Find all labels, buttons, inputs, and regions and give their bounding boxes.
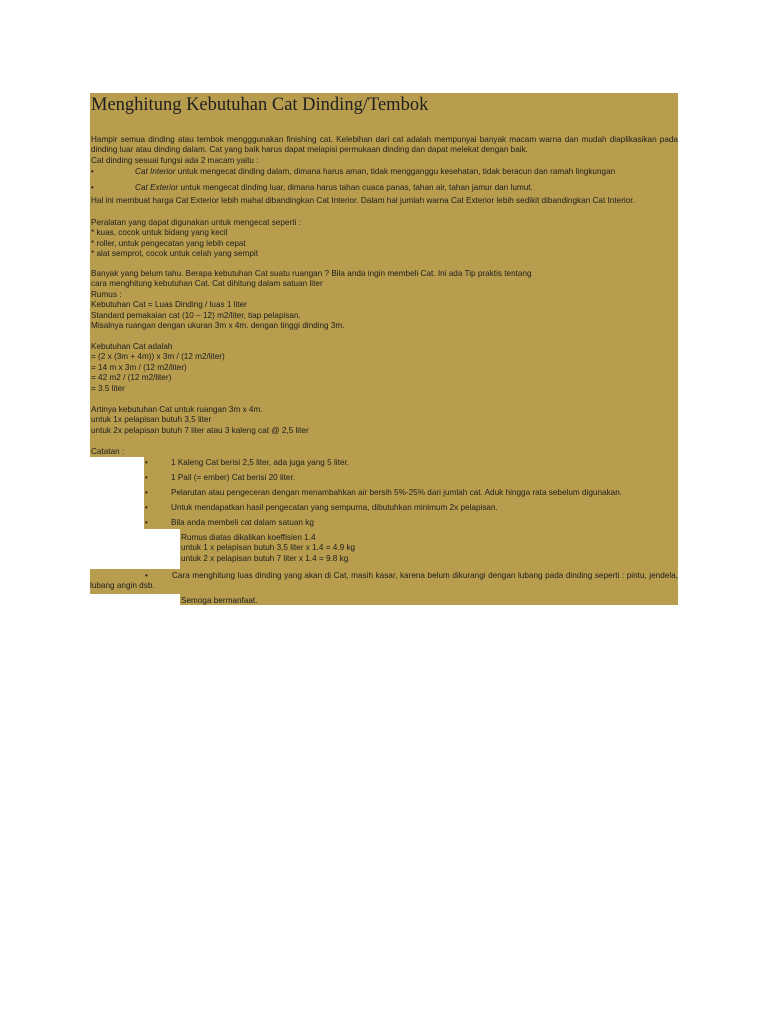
text-line: Kebutuhan Cat adalah (91, 342, 173, 351)
bullet-icon: • (145, 488, 148, 497)
type-name: Cat Exterior (135, 183, 179, 192)
calculation-block (91, 342, 225, 394)
type-name: Cat Interior (135, 167, 176, 176)
text-line: untuk 2 x pelapisan butuh 7 liter x 1.4 = 9.8 kg (181, 553, 349, 563)
types-intro: Cat dinding sesuai fungsi ada 2 macam yaitu : (91, 156, 259, 165)
text-line: = (2 x (3m + 4m)) x 3m / (12 m2/liter) (91, 352, 225, 362)
text-line: Banyak yang belum tahu. Berapa kebutuhan Cat suatu ruangan ? Bila anda ingin membeli Cat. Ini ada Tip praktis tentang (91, 269, 532, 278)
text-line: Standard pemakaian cat (10 – 12) m2/liter, tiap pelapisan. (91, 310, 301, 320)
closing-text: Semoga bermanfaat. (181, 596, 258, 605)
type-desc: untuk mengecat dinding luar, dimana harus tahan cuaca panas, tahan air, tahan jamur dan lumut. (178, 183, 533, 192)
list-item: * roller, untuk pengecatan yang lebih cepat (91, 238, 246, 248)
type-item (135, 183, 533, 193)
note-item: Pelarutan atau pengeceran dengan menambahkan air bersih 5%-25% dari jumlah cat. Aduk hingga rata sebelum digunakan. (171, 488, 623, 497)
note-item: Bila anda membeli cat dalam satuan kg (171, 518, 314, 527)
text-line: untuk 1 x pelapisan butuh 3,5 liter x 1.4 = 4.9 kg (181, 543, 356, 553)
list-item: * alat semprot, cocok untuk celah yang sempit (91, 249, 259, 259)
conclusion-block (91, 405, 309, 436)
note-item: 1 Pail (= ember) Cat berisi 20 liter. (171, 473, 295, 482)
note-item: 1 Kaleng Cat berisi 2,5 liter, ada juga yang 5 liter. (171, 458, 349, 467)
text-line: Rumus : (91, 289, 122, 299)
bullet-icon: • (91, 167, 94, 176)
bullet-icon: • (145, 503, 148, 512)
kg-formula-block (181, 533, 355, 564)
bullet-icon: • (145, 518, 148, 527)
text-line: Artinya kebutuhan Cat untuk ruangan 3m x 4m. (91, 405, 263, 414)
indent-cutout (90, 529, 180, 569)
tools-list (91, 218, 301, 260)
last-note (90, 571, 678, 592)
indent-cutout (90, 594, 180, 605)
note-item: Untuk mendapatkan hasil pengecatan yang sempurna, dibutuhkan minimum 2x pelapisan. (171, 503, 498, 512)
text-line: = 42 m2 / (12 m2/liter) (91, 373, 172, 383)
list-item: * kuas, cocok untuk bidang yang kecil (91, 228, 228, 238)
text-line: = 14 m x 3m / (12 m2/liter) (91, 362, 187, 372)
list-item: Peralatan yang dapat digunakan untuk mengecat seperti : (91, 218, 301, 227)
indent-cutout (90, 457, 144, 529)
text-line: Kebutuhan Cat = Luas Dinding / luas 1 liter (91, 300, 247, 310)
page-title: Menghitung Kebutuhan Cat Dinding/Tembok (91, 95, 429, 115)
text-line: untuk 1x pelapisan butuh 3,5 liter (91, 415, 212, 425)
last-note-text: Cara menghitung luas dinding yang akan di Cat, masih kasar, karena belum dikurangi dengan lubang pada dinding seperti : pintu, jendela, lubang angin dsb. (90, 571, 678, 591)
text-line: = 3.5 liter (91, 383, 125, 393)
notes-title: Catatan : (91, 447, 125, 456)
price-note: Hal ini membuat harga Cat Exterior lebih mahal dibandingkan Cat Interior. Dalam hal jumlah warna Cat Exterior lebih sedikit dibandingkan Cat Interior. (91, 196, 635, 205)
bullet-icon: • (145, 571, 148, 580)
bullet-icon: • (145, 473, 148, 482)
type-item (135, 167, 615, 177)
tip-section (91, 269, 532, 331)
bullet-icon: • (145, 458, 148, 467)
bullet-icon: • (91, 183, 94, 192)
intro-paragraph: Hampir semua dinding atau tembok mengggunakan finishing cat. Kelebihan dari cat adalah mempunyai banyak macam warna dan mudah diaplikasikan pada dinding luar atau dinding dalam. Cat yang baik harus dapat melapisi permukaan dinding dan dapat melekat dengan baik. (91, 135, 678, 155)
text-line: cara menghitung kebutuhan Cat. Cat dihitung dalam satuan liter (91, 279, 323, 289)
text-line: Rumus diatas dikalikan koeffisien 1.4 (181, 533, 316, 542)
text-line: untuk 2x pelapisan butuh 7 liter atau 3 kaleng cat @ 2,5 liter (91, 425, 309, 435)
type-desc: untuk mengecat dinding dalam, dimana harus aman, tidak mengganggu kesehatan, tidak beracun dan ramah lingkungan (175, 167, 616, 176)
text-line: Misalnya ruangan dengan ukuran 3m x 4m. dengan tinggi dinding 3m. (91, 320, 345, 330)
